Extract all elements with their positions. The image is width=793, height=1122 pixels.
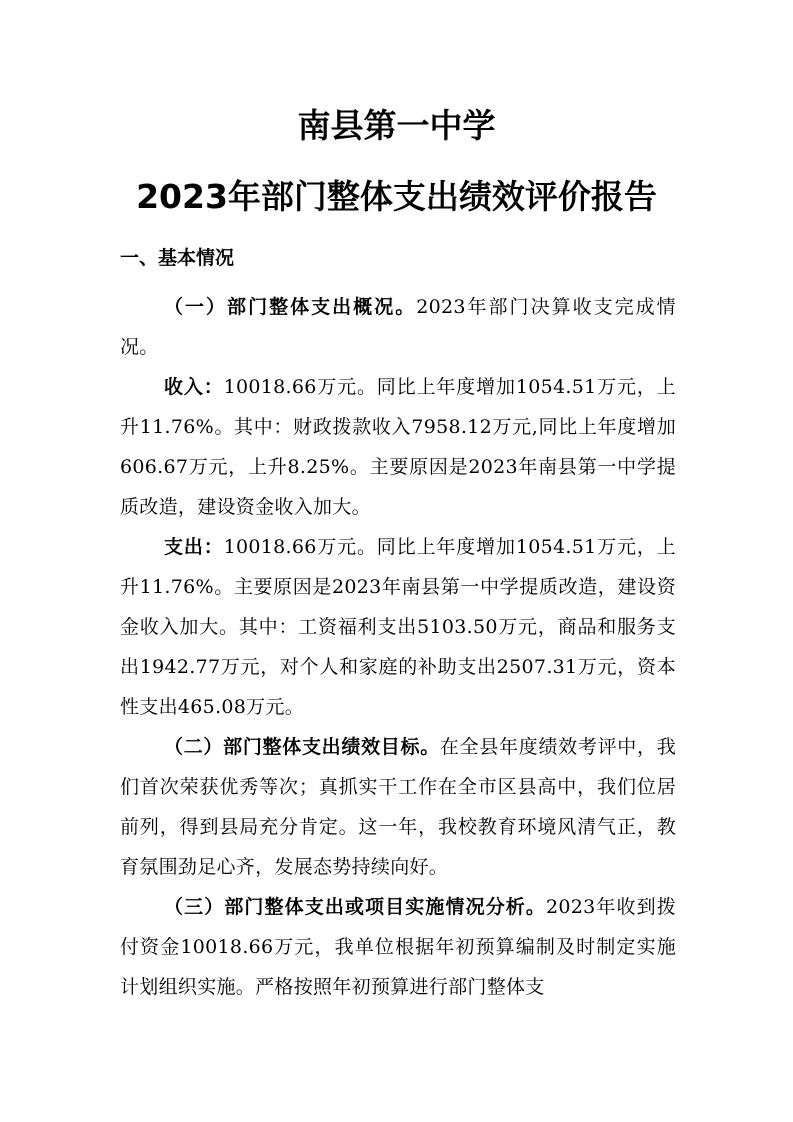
paragraph-lead: （二）部门整体支出绩效目标。 (164, 736, 440, 758)
paragraph-text: 2023年部门决算收支完成情况。 (120, 296, 676, 358)
document-title-line1: 南县第一中学 (297, 106, 496, 145)
paragraph-lead: 收入： (164, 376, 224, 398)
paragraph-text: 10018.66万元。同比上年度增加1054.51万元，上升11.76%。其中：财政拨款收入7958.12万元,同比上年度增加606.67万元，上升8.25%。主要原因是2023年南县第一中学提质改造，建设资金收入加大。 (120, 376, 676, 518)
document-title-line2: 2023年部门整体支出绩效评价报告 (136, 177, 657, 216)
paragraph-performance-goals (120, 727, 676, 887)
paragraph-income (120, 367, 676, 527)
paragraph-text: 在全县年度绩效考评中，我们首次荣获优秀等次；真抓实干工作在全市区县高中，我们位居前列，得到县局充分肯定。这一年，我校教育环境风清气正，教育氛围劲足心齐，发展态势持续向好。 (120, 736, 676, 878)
paragraph-text: 2023年收到拨付资金10018.66万元，我单位根据年初预算编制及时制定实施计划组织实施。严格按照年初预算进行部门整体支 (120, 896, 676, 998)
paragraph-lead: 支出： (164, 536, 224, 558)
paragraph-lead: （一）部门整体支出概况。 (164, 296, 417, 318)
paragraph-overview (120, 287, 676, 367)
section-heading-basic-info: 一、基本情况 (120, 247, 235, 269)
paragraph-lead: （三）部门整体支出或项目实施情况分析。 (164, 896, 547, 918)
paragraph-expenditure (120, 527, 676, 727)
paragraph-implementation-analysis (120, 887, 676, 1007)
paragraph-text: 10018.66万元。同比上年度增加1054.51万元，上升11.76%。主要原因是2023年南县第一中学提质改造，建设资金收入加大。其中：工资福利支出5103.50万元，商品和服务支出1942.77万元，对个人和家庭的补助支出2507.31万元，资本性支出465.08万元。 (120, 536, 676, 718)
